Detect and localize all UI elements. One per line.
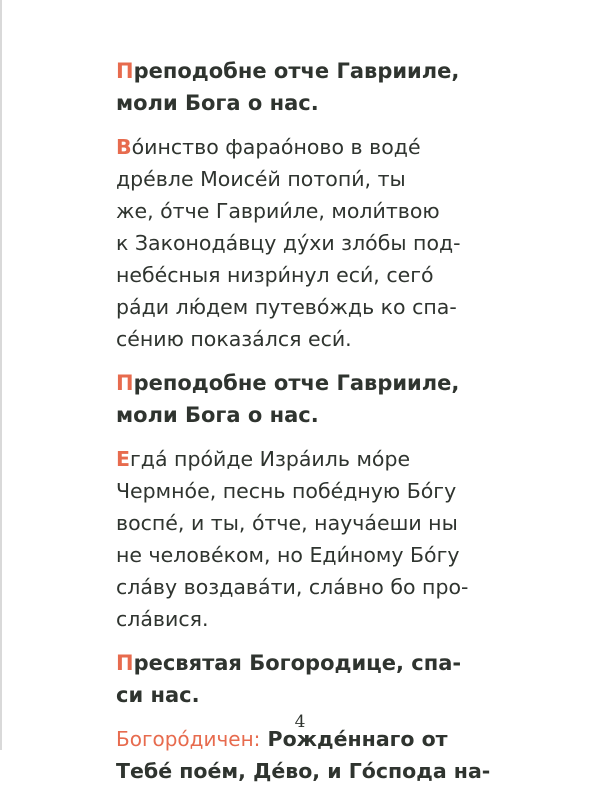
theotokion-line-1-text: Рожде́ннаго от	[260, 727, 448, 751]
troparion-1	[116, 131, 514, 355]
troparion-2	[116, 443, 514, 635]
refrain-2-line-1-text: реподобне отче Гаврииле,	[133, 371, 460, 395]
refrain-2-initial: П	[116, 371, 134, 395]
troparion-1-line-2: дре́вле Моисе́й потопи́, ты	[116, 167, 406, 191]
refrain-1-line-1	[116, 55, 514, 87]
page-edge-line	[0, 0, 2, 750]
troparion-2-line-2: Чермно́е, песнь побе́дную Бо́гу	[116, 479, 457, 503]
theotokion-rubric: Богоро́дичен:	[116, 727, 261, 751]
troparion-1-line-1	[116, 131, 514, 163]
refrain-2-line-1	[116, 367, 514, 399]
text-column	[116, 55, 514, 787]
refrain-2	[116, 367, 514, 431]
troparion-1-line-4: к Законода́вцу ду́хи зло́бы под-	[116, 231, 461, 255]
troparion-1-line-3: же, о́тче Гаврии́ле, моли́твою	[116, 199, 440, 223]
refrain-3-line-2: си нас.	[116, 683, 200, 707]
refrain-3-line-1	[116, 647, 514, 679]
refrain-3-line-1-text: ресвятая Богородице, спа-	[133, 651, 462, 675]
troparion-1-line-7: се́нию показа́лся еси́.	[116, 327, 352, 351]
troparion-1-initial: В	[116, 135, 132, 159]
troparion-2-line-1-text: гда́ про́йде Изра́иль мо́ре	[130, 447, 411, 471]
refrain-1-line-2: моли Бога о нас.	[116, 91, 319, 115]
troparion-2-line-1	[116, 443, 514, 475]
refrain-1-initial: П	[116, 59, 134, 83]
refrain-1	[116, 55, 514, 119]
troparion-2-line-4: не челове́ком, но Еди́ному Бо́гу	[116, 543, 460, 567]
troparion-2-line-5: сла́ву воздава́ти, сла́вно бо про-	[116, 575, 469, 599]
troparion-2-initial: Е	[116, 447, 131, 471]
page-number: 4	[294, 712, 306, 732]
troparion-2-line-3: воспе́, и ты, о́тче, науча́еши ны	[116, 511, 458, 535]
theotokion	[116, 723, 514, 787]
troparion-1-line-6: ра́ди лю́дем путево́ждь ко спа-	[116, 295, 457, 319]
refrain-3-initial: П	[116, 651, 134, 675]
troparion-2-line-6: сла́вися.	[116, 607, 209, 631]
refrain-1-line-1-text: реподобне отче Гаврииле,	[133, 59, 460, 83]
theotokion-line-2: Тебе́ пое́м, Де́во, и Го́спода на-	[116, 759, 491, 783]
refrain-3	[116, 647, 514, 711]
troparion-1-line-5: небе́сныя низри́нул еси́, сего́	[116, 263, 434, 287]
refrain-2-line-2: моли Бога о нас.	[116, 403, 319, 427]
troparion-1-line-1-text: о́инство фарао́ново в воде́	[131, 135, 421, 159]
